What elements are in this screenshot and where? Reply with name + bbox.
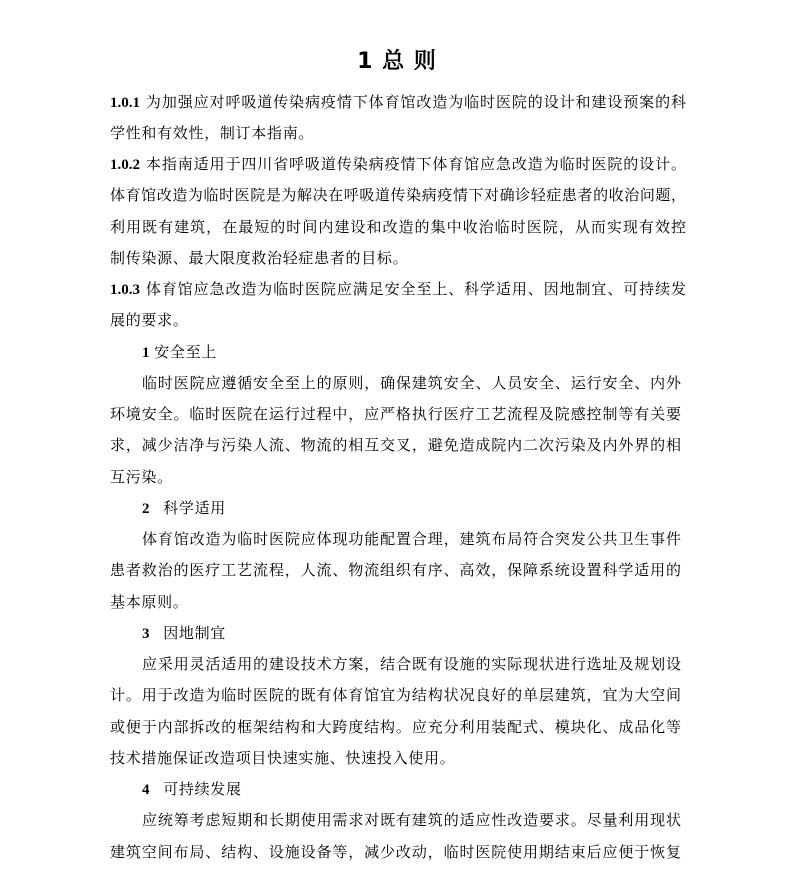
- clause-line: 制传染源、最大限度救治轻症患者的目标。: [110, 250, 409, 267]
- clause-1-0-1: [110, 88, 686, 151]
- sub-item-heading: 安全至上: [154, 344, 218, 361]
- sub-item-scientific: [110, 494, 686, 619]
- sub-item-number: 4: [142, 782, 151, 798]
- sub-item-line: 环境安全。临时医院在运行过程中，应严格执行医疗工艺流程及院感控制等有关要: [110, 407, 681, 423]
- sub-item-line: 技术措施保证改造项目快速实施、快速投入使用。: [110, 750, 456, 767]
- clause-number: 1.0.1: [110, 94, 140, 111]
- sub-item-line: 或便于内部拆改的框架结构和大跨度结构。应充分利用装配式、模块化、成品化等: [110, 719, 681, 736]
- page-title: 1 总 则: [357, 49, 437, 74]
- sub-item-heading-line: [110, 775, 681, 806]
- clause-text: 为加强应对呼吸道传染病疫情下体育馆改造为临时医院的设计和建设预案的科: [145, 94, 686, 111]
- sub-item-line: 患者救治的医疗工艺流程，人流、物流组织有序、高效，保障系统设置科学适用的: [110, 563, 681, 580]
- clause-line: 学性和有效性，制订本指南。: [110, 125, 315, 142]
- sub-item-line: 建筑空间布局、结构、设施设备等，减少改动，临时医院使用期结束后应便于恢复: [110, 844, 681, 861]
- sub-item-line: 应采用灵活适用的建设技术方案，结合既有设施的实际现状进行选址及规划设: [142, 657, 681, 673]
- sub-item-heading: 因地制宜: [163, 625, 227, 642]
- sub-item-heading-line: [110, 338, 681, 369]
- sub-item-safety: [110, 338, 686, 494]
- sub-item-heading-line: [110, 494, 681, 525]
- sub-item-line: 基本原则。: [110, 594, 189, 611]
- sub-item-line: 临时医院应遵循安全至上的原则，确保建筑安全、人员安全、运行安全、内外: [142, 375, 681, 392]
- clause-text: 体育馆应急改造为临时医院应满足安全至上、科学适用、因地制宜、可持续发: [145, 282, 686, 298]
- sub-item-sustainable: [110, 775, 686, 869]
- clause-line: [110, 88, 686, 119]
- clause-number: 1.0.3: [110, 282, 140, 298]
- sub-item-number: 1: [142, 344, 151, 361]
- document-body: [110, 88, 686, 869]
- clause-line: 展的要求。: [110, 313, 189, 330]
- sub-item-line: 计。用于改造为临时医院的既有体育馆宜为结构状况良好的单层建筑，宜为大空间: [110, 688, 681, 705]
- sub-item-line: 互污染。: [110, 469, 173, 486]
- clause-1-0-3: [110, 275, 686, 338]
- sub-item-line: 应统筹考虑短期和长期使用需求对既有建筑的适应性改造要求。尽量利用现状: [142, 813, 681, 830]
- clause-line: 体育馆改造为临时医院是为解决在呼吸道传染病疫情下对确诊轻症患者的收治问题，: [110, 188, 686, 205]
- clause-line: 利用既有建筑，在最短的时间内建设和改造的集中收治临时医院，从而实现有效控: [110, 219, 686, 236]
- sub-item-line: 求，减少洁净与污染人流、物流的相互交叉，避免造成院内二次污染及内外界的相: [110, 438, 681, 455]
- sub-item-line: 体育馆改造为临时医院应体现功能配置合理，建筑布局符合突发公共卫生事件: [142, 532, 681, 548]
- clause-1-0-2: [110, 150, 686, 275]
- sub-item-heading-line: [110, 619, 681, 650]
- clause-line: [110, 275, 686, 306]
- sub-item-heading: 可持续发展: [163, 782, 242, 798]
- clause-text: 本指南适用于四川省呼吸道传染病疫情下体育馆应急改造为临时医院的设计。: [145, 157, 686, 173]
- clause-line: [110, 150, 686, 181]
- sub-item-number: 3: [142, 625, 151, 642]
- sub-item-heading: 科学适用: [163, 500, 227, 517]
- clause-number: 1.0.2: [110, 157, 140, 173]
- sub-item-local-conditions: [110, 619, 686, 775]
- sub-item-number: 2: [142, 500, 151, 517]
